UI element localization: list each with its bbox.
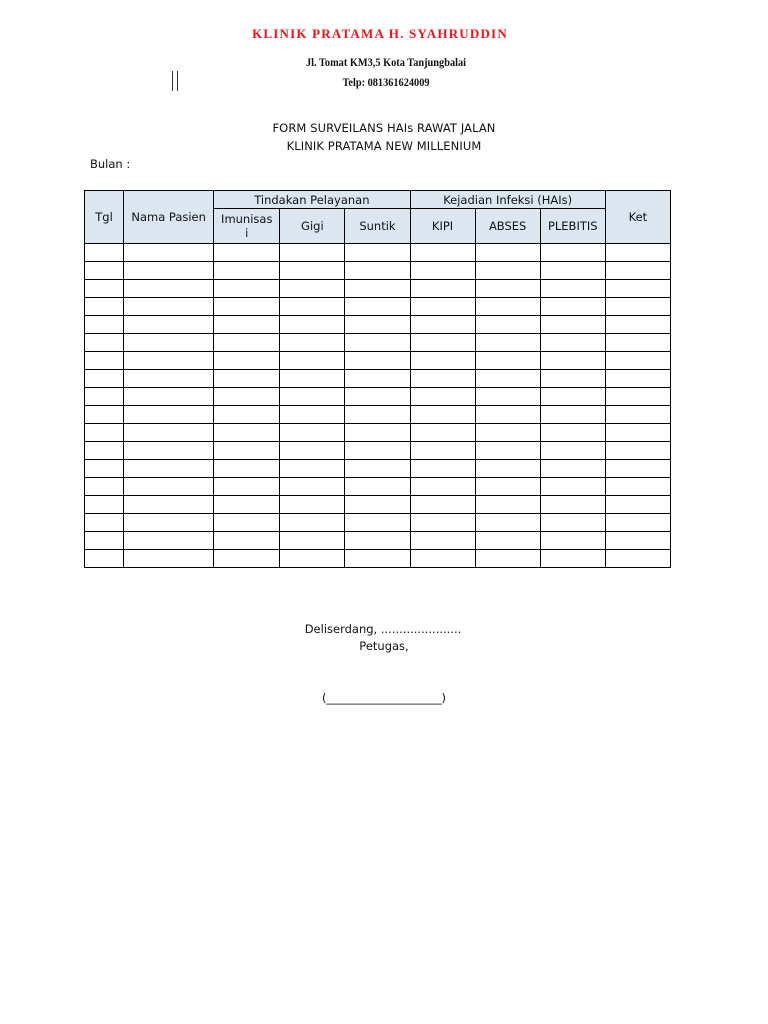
table-cell	[85, 550, 124, 568]
table-cell	[605, 388, 670, 406]
table-cell	[540, 478, 605, 496]
table-cell	[214, 550, 280, 568]
table-row	[85, 244, 671, 262]
table-row	[85, 442, 671, 460]
table-cell	[410, 514, 475, 532]
table-cell	[124, 514, 214, 532]
table-cell	[475, 298, 540, 316]
table-cell	[475, 442, 540, 460]
signature-role: Petugas,	[359, 639, 409, 653]
table-cell	[410, 442, 475, 460]
table-cell	[410, 532, 475, 550]
table-cell	[280, 424, 345, 442]
table-cell	[345, 244, 410, 262]
column-header-ket: Ket	[605, 191, 670, 244]
table-cell	[280, 442, 345, 460]
table-cell	[280, 406, 345, 424]
table-cell	[410, 478, 475, 496]
table-cell	[214, 406, 280, 424]
column-header-tgl: Tgl	[85, 191, 124, 244]
table-cell	[410, 334, 475, 352]
table-cell	[475, 370, 540, 388]
table-cell	[540, 244, 605, 262]
table-cell	[280, 550, 345, 568]
table-cell	[410, 280, 475, 298]
table-cell	[85, 478, 124, 496]
table-cell	[124, 370, 214, 388]
table-cell	[410, 388, 475, 406]
table-row	[85, 406, 671, 424]
table-cell	[214, 316, 280, 334]
table-cell	[345, 334, 410, 352]
table-cell	[124, 496, 214, 514]
table-cell	[124, 244, 214, 262]
table-cell	[85, 334, 124, 352]
table-cell	[540, 514, 605, 532]
table-cell	[540, 298, 605, 316]
month-label: Bulan :	[90, 157, 131, 171]
table-cell	[214, 298, 280, 316]
table-cell	[85, 316, 124, 334]
table-cell	[85, 352, 124, 370]
table-cell	[475, 424, 540, 442]
table-cell	[280, 460, 345, 478]
table-cell	[214, 496, 280, 514]
table-cell	[475, 316, 540, 334]
table-cell	[124, 478, 214, 496]
table-cell	[410, 550, 475, 568]
table-cell	[605, 478, 670, 496]
table-cell	[124, 442, 214, 460]
table-cell	[124, 280, 214, 298]
table-cell	[605, 262, 670, 280]
column-header-kipi: KIPI	[410, 209, 475, 244]
table-cell	[214, 352, 280, 370]
table-cell	[605, 442, 670, 460]
table-cell	[605, 460, 670, 478]
table-cell	[280, 280, 345, 298]
decorative-bar-mark	[170, 71, 180, 91]
table-cell	[605, 316, 670, 334]
table-cell	[124, 334, 214, 352]
table-cell	[605, 406, 670, 424]
table-cell	[280, 514, 345, 532]
table-cell	[85, 442, 124, 460]
table-cell	[605, 514, 670, 532]
table-cell	[605, 280, 670, 298]
table-cell	[85, 370, 124, 388]
table-cell	[280, 244, 345, 262]
table-cell	[214, 280, 280, 298]
table-cell	[280, 370, 345, 388]
table-cell	[345, 442, 410, 460]
table-cell	[540, 280, 605, 298]
table-cell	[214, 442, 280, 460]
column-header-abses: ABSES	[475, 209, 540, 244]
table-row	[85, 298, 671, 316]
table-cell	[410, 370, 475, 388]
table-cell	[410, 496, 475, 514]
table-cell	[85, 424, 124, 442]
table-cell	[475, 280, 540, 298]
clinic-name: KLINIK PRATAMA H. SYAHRUDDIN	[252, 26, 508, 41]
table-cell	[475, 532, 540, 550]
table-cell	[124, 298, 214, 316]
table-cell	[605, 496, 670, 514]
table-cell	[410, 262, 475, 280]
table-cell	[124, 262, 214, 280]
table-cell	[345, 352, 410, 370]
table-cell	[475, 460, 540, 478]
table-cell	[475, 478, 540, 496]
table-cell	[280, 352, 345, 370]
table-cell	[345, 370, 410, 388]
table-cell	[124, 424, 214, 442]
table-cell	[214, 334, 280, 352]
table-cell	[475, 244, 540, 262]
clinic-phone: Telp: 081361624009	[342, 75, 430, 89]
table-cell	[345, 424, 410, 442]
table-cell	[280, 298, 345, 316]
table-cell	[124, 532, 214, 550]
table-cell	[124, 388, 214, 406]
table-cell	[214, 478, 280, 496]
group-header-tindakan-pelayanan: Tindakan Pelayanan	[214, 191, 410, 209]
table-cell	[124, 316, 214, 334]
table-cell	[345, 550, 410, 568]
table-cell	[214, 460, 280, 478]
table-cell	[475, 406, 540, 424]
table-cell	[345, 388, 410, 406]
table-cell	[475, 262, 540, 280]
table-cell	[85, 262, 124, 280]
table-cell	[410, 424, 475, 442]
table-cell	[410, 298, 475, 316]
table-cell	[280, 334, 345, 352]
table-cell	[214, 388, 280, 406]
group-header-kejadian-infeksi: Kejadian Infeksi (HAIs)	[410, 191, 605, 209]
column-header-suntik: Suntik	[345, 209, 410, 244]
table-cell	[475, 496, 540, 514]
table-cell	[475, 352, 540, 370]
table-cell	[540, 388, 605, 406]
table-cell	[540, 532, 605, 550]
table-row	[85, 550, 671, 568]
table-row	[85, 388, 671, 406]
table-cell	[345, 298, 410, 316]
table-cell	[475, 550, 540, 568]
table-cell	[410, 316, 475, 334]
form-title: FORM SURVEILANS HAIs RAWAT JALAN	[272, 121, 496, 135]
table-cell	[475, 514, 540, 532]
table-cell	[605, 298, 670, 316]
table-cell	[605, 550, 670, 568]
table-cell	[280, 532, 345, 550]
table-cell	[345, 316, 410, 334]
table-cell	[540, 496, 605, 514]
table-cell	[124, 352, 214, 370]
table-cell	[345, 262, 410, 280]
table-cell	[214, 532, 280, 550]
table-cell	[410, 460, 475, 478]
table-cell	[345, 478, 410, 496]
table-cell	[85, 244, 124, 262]
table-cell	[280, 316, 345, 334]
table-cell	[475, 334, 540, 352]
column-header-gigi: Gigi	[280, 209, 345, 244]
table-row	[85, 460, 671, 478]
table-cell	[475, 388, 540, 406]
table-cell	[345, 460, 410, 478]
table-cell	[605, 334, 670, 352]
table-cell	[605, 532, 670, 550]
signature-name-blank: (____________________)	[322, 691, 446, 705]
table-cell	[280, 478, 345, 496]
table-cell	[345, 496, 410, 514]
clinic-address: Jl. Tomat KM3,5 Kota Tanjungbalai	[305, 55, 466, 69]
table-cell	[410, 244, 475, 262]
table-cell	[345, 406, 410, 424]
table-row	[85, 370, 671, 388]
table-cell	[214, 262, 280, 280]
table-cell	[280, 388, 345, 406]
surveillance-table	[84, 190, 671, 568]
table-cell	[605, 352, 670, 370]
table-row	[85, 262, 671, 280]
table-cell	[540, 442, 605, 460]
signature-place-date: Deliserdang, ......................	[304, 622, 462, 636]
table-cell	[540, 424, 605, 442]
table-cell	[85, 532, 124, 550]
table-cell	[540, 316, 605, 334]
table-row	[85, 280, 671, 298]
form-subtitle: KLINIK PRATAMA NEW MILLENIUM	[286, 139, 482, 153]
table-cell	[345, 280, 410, 298]
table-cell	[85, 460, 124, 478]
table-row	[85, 514, 671, 532]
table-cell	[214, 370, 280, 388]
table-cell	[85, 496, 124, 514]
table-cell	[345, 514, 410, 532]
table-row	[85, 424, 671, 442]
table-cell	[345, 532, 410, 550]
table-row	[85, 352, 671, 370]
table-cell	[540, 550, 605, 568]
table-cell	[85, 298, 124, 316]
table-cell	[540, 334, 605, 352]
table-body	[85, 244, 671, 568]
column-header-nama-pasien: Nama Pasien	[124, 191, 214, 244]
column-header-imunisasi: Imunisasi	[214, 209, 280, 244]
table-row	[85, 334, 671, 352]
table-cell	[124, 550, 214, 568]
table-cell	[85, 514, 124, 532]
column-header-plebitis: PLEBITIS	[540, 209, 605, 244]
table-cell	[605, 424, 670, 442]
table-cell	[85, 388, 124, 406]
table-cell	[214, 244, 280, 262]
table-cell	[85, 280, 124, 298]
table-cell	[280, 496, 345, 514]
table-cell	[85, 406, 124, 424]
table-cell	[540, 352, 605, 370]
table-cell	[124, 460, 214, 478]
table-row	[85, 496, 671, 514]
table-cell	[540, 262, 605, 280]
table-cell	[214, 424, 280, 442]
table-row	[85, 478, 671, 496]
table-cell	[410, 406, 475, 424]
table-cell	[280, 262, 345, 280]
table-row	[85, 316, 671, 334]
table-cell	[605, 244, 670, 262]
table-cell	[540, 460, 605, 478]
table-cell	[540, 370, 605, 388]
table-cell	[605, 370, 670, 388]
table-row	[85, 532, 671, 550]
table-cell	[540, 406, 605, 424]
table-cell	[214, 514, 280, 532]
table-cell	[124, 406, 214, 424]
table-cell	[410, 352, 475, 370]
